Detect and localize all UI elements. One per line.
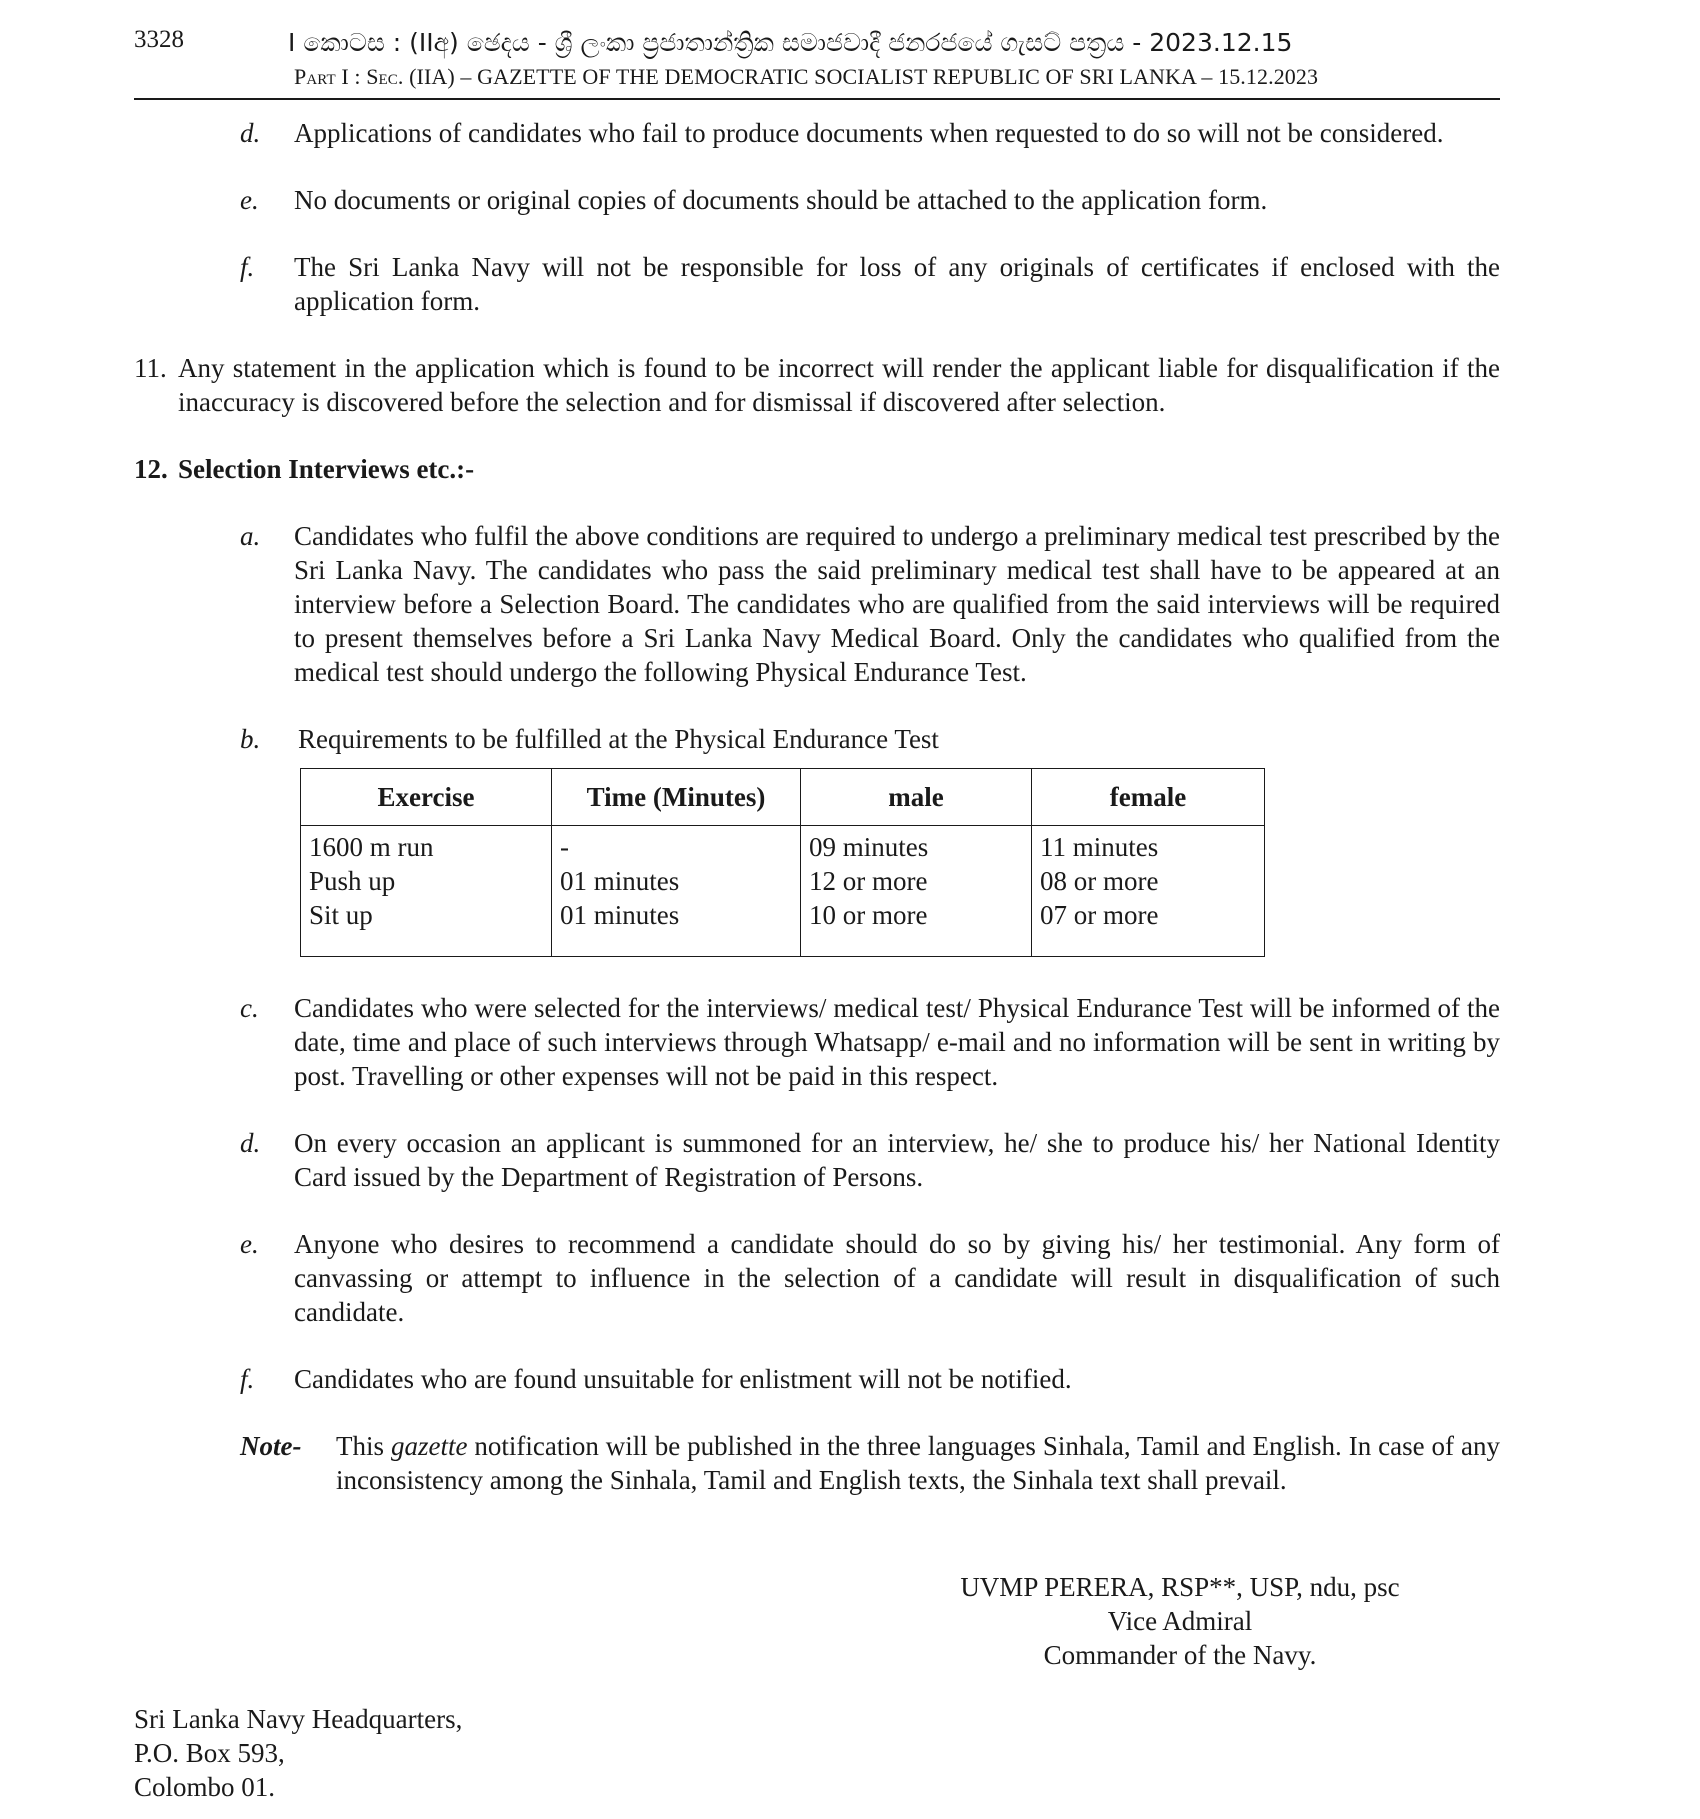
header-gazette-title: (IIA) – GAZETTE OF THE DEMOCRATIC SOCIALIST REPUBLIC OF SRI LANKA – 15.12.2023 (409, 64, 1319, 89)
clause-12b (134, 722, 1500, 756)
column-header-exercise: Exercise (301, 769, 552, 826)
endurance-table-wrapper (300, 768, 1500, 957)
section-number: 12. (134, 454, 168, 484)
note-text-italic: gazette (390, 1431, 468, 1461)
header-part: Part I (294, 64, 349, 89)
clause-text: The Sri Lanka Navy will not be responsible for loss of any originals of certificates if enclosed with the application form. (294, 252, 1500, 316)
clause-text: No documents or original copies of documents should be attached to the application form. (294, 185, 1268, 215)
note-label: Note- (240, 1431, 302, 1461)
column-header-female: female (1032, 769, 1265, 826)
clause-label: e. (240, 185, 259, 215)
address-line: Colombo 01. (134, 1772, 276, 1802)
signatory-title: Commander of the Navy. (1043, 1640, 1317, 1670)
clause-12a (134, 519, 1500, 689)
section-title: Selection Interviews etc.:- (178, 454, 475, 484)
signatory-name: UVMP PERERA, RSP**, USP, ndu, psc (960, 1572, 1400, 1602)
time-cell (552, 826, 801, 957)
language-note (134, 1429, 1500, 1497)
signatory-rank: Vice Admiral (1107, 1606, 1253, 1636)
clause-label: d. (240, 118, 261, 148)
clause-text: Candidates who were selected for the interviews/ medical test/ Physical Endurance Test will be informed of the date, time and place of such interviews through Whatsapp/ e-mail and no information will be sent in writing by post. Travelling or other expenses will not be paid in this respect. (294, 993, 1500, 1091)
address-line: P.O. Box 593, (134, 1738, 285, 1768)
clause-10e (134, 183, 1500, 217)
clause-10f (134, 250, 1500, 318)
clause-label: f. (240, 252, 255, 282)
exercise-cell (301, 826, 552, 957)
clause-text: Candidates who are found unsuitable for enlistment will not be notified. (294, 1364, 1072, 1394)
male-cell (801, 826, 1032, 957)
clause-text: On every occasion an applicant is summoned for an interview, he/ she to produce his/ her National Identity Card issued by the Department of Registration of Persons. (294, 1128, 1500, 1192)
section-text: Any statement in the application which is found to be incorrect will render the applicant liable for disqualification if the inaccuracy is discovered before the selection and for dismissal if discovered after selection. (178, 353, 1500, 417)
page-number: 3328 (134, 26, 184, 53)
table-cell: 01 minutes (560, 900, 680, 930)
table-cell: Push up (309, 866, 396, 896)
address-block (134, 1702, 462, 1804)
column-header-time: Time (Minutes) (552, 769, 801, 826)
physical-endurance-table (300, 768, 1265, 957)
clause-10d (134, 116, 1500, 150)
note-text (336, 1429, 1500, 1497)
clause-text: Anyone who desires to recommend a candidate should do so by giving his/ her testimonial. Any form of canvassing or attempt to influence in the selection of a candidate will result in disqualification of such candidate. (294, 1229, 1500, 1327)
table-cell: 11 minutes (1040, 832, 1159, 862)
clause-label: e. (240, 1229, 259, 1259)
clause-label: c. (240, 993, 259, 1023)
clause-label: f. (240, 1364, 255, 1394)
clause-label: d. (240, 1128, 261, 1158)
header-sec: Sec. (366, 64, 404, 89)
table-row (301, 826, 1265, 957)
clause-text: Candidates who fulfil the above conditions are required to undergo a preliminary medical test prescribed by the Sri Lanka Navy. The candidates who pass the said preliminary medical test shall have to be appeared at an interview before a Selection Board. The candidates who are qualified from the said interviews will be required to present themselves before a Sri Lanka Navy Medical Board. Only the candidates who qualified from the medical test should undergo the following Physical Endurance Test. (294, 521, 1500, 687)
document-body (134, 116, 1500, 1497)
header-sinhala-title: I කොටස : (IIඅ) ඡෙදය - ශ්‍රී ලංකා ප්‍රජාතාන්ත්‍රික සමාජවාදී ජනරජයේ ගැසට් පත්‍රය - 2023.12.15 (288, 28, 1293, 57)
signature-block (900, 1570, 1460, 1672)
header-english-title: Part I : Sec. (IIA) – GAZETTE OF THE DEMOCRATIC SOCIALIST REPUBLIC OF SRI LANKA – 15.12.2023 (294, 64, 1319, 89)
clause-label: b. (240, 724, 261, 754)
clause-12e (134, 1227, 1500, 1329)
page-header (134, 22, 1500, 100)
section-number: 11. (134, 353, 167, 383)
clause-12d (134, 1126, 1500, 1194)
table-header-row (301, 769, 1265, 826)
address-line: Sri Lanka Navy Headquarters, (134, 1704, 463, 1734)
clause-12c (134, 991, 1500, 1093)
table-cell: 10 or more (809, 900, 928, 930)
clause-12f (134, 1362, 1500, 1396)
column-header-male: male (801, 769, 1032, 826)
table-cell: 09 minutes (809, 832, 929, 862)
table-cell: - (560, 832, 569, 862)
table-cell: 1600 m run (309, 832, 434, 862)
table-cell: 01 minutes (560, 866, 680, 896)
note-text-start: This (336, 1431, 391, 1461)
female-cell (1032, 826, 1265, 957)
table-cell: 08 or more (1040, 866, 1159, 896)
clause-label: a. (240, 521, 261, 551)
table-cell: 12 or more (809, 866, 928, 896)
table-cell: Sit up (309, 900, 373, 930)
clause-text: Requirements to be fulfilled at the Physical Endurance Test (298, 724, 939, 754)
note-text-end: notification will be published in the three languages Sinhala, Tamil and English. In case of any inconsistency among the Sinhala, Tamil and English texts, the Sinhala text shall prevail. (336, 1431, 1500, 1495)
clause-text: Applications of candidates who fail to produce documents when requested to do so will not be considered. (294, 118, 1444, 148)
table-cell: 07 or more (1040, 900, 1159, 930)
section-12-heading (134, 452, 1500, 486)
section-11 (134, 351, 1500, 419)
